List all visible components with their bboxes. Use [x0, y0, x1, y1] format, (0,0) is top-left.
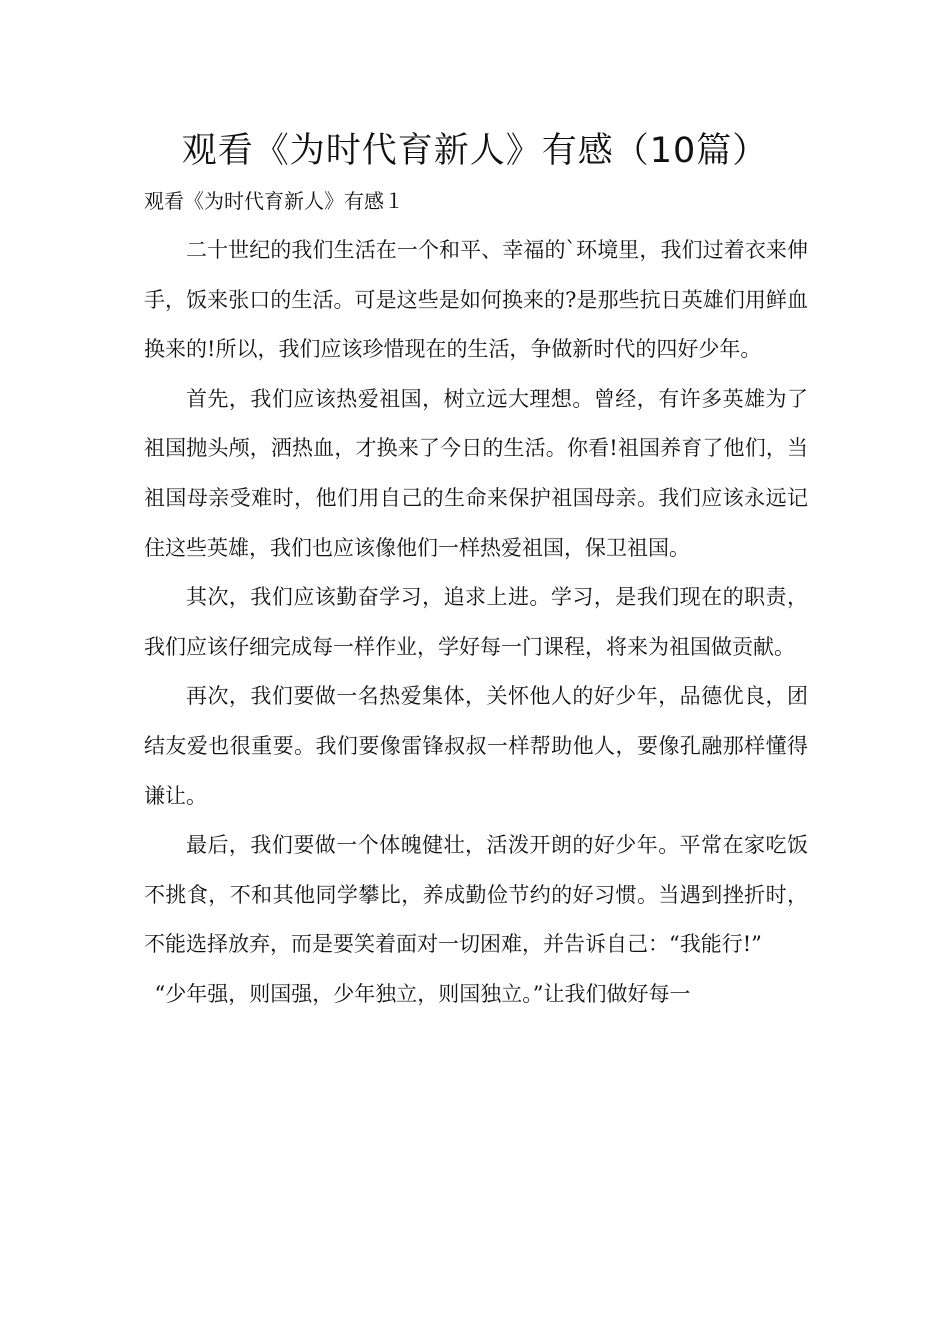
paragraph: 首先，我们应该热爱祖国，树立远大理想。曾经，有许多英雄为了祖国抛头颅，洒热血，才换来了今日的生活。你看!祖国养育了他们，当祖国母亲受难时，他们用自己的生命来保护祖国母亲。我们应该永远记住这些英雄，我们也应该像他们一样热爱祖国，保卫祖国。 [144, 386, 808, 560]
section-heading: 观看《为时代育新人》有感１ [144, 189, 404, 213]
paragraph: 二十世纪的我们生活在一个和平、幸福的`环境里，我们过着衣来伸手，饭来张口的生活。可是这些是如何换来的?是那些抗日英雄们用鲜血换来的!所以，我们应该珍惜现在的生活，争做新时代的四好少年。 [144, 238, 808, 362]
paragraph: “少年强，则国强，少年独立，则国独立。”让我们做好每一 [154, 981, 691, 1006]
document-body [144, 226, 808, 1020]
document-title: 观看《为时代育新人》有感（10篇） [181, 131, 769, 171]
paragraph: 最后，我们要做一个体魄健壮，活泼开朗的好少年。平常在家吃饭不挑食，不和其他同学攀比，养成勤俭节约的好习惯。当遇到挫折时，不能选择放弃，而是要笑着面对一切困难，并告诉自己：“我能行!” [144, 833, 808, 957]
paragraph: 再次，我们要做一名热爱集体，关怀他人的好少年，品德优良，团结友爱也很重要。我们要像雷锋叔叔一样帮助他人，要像孔融那样懂得谦让。 [144, 684, 808, 808]
paragraph: 其次，我们应该勤奋学习，追求上进。学习，是我们现在的职责，我们应该仔细完成每一样作业，学好每一门课程，将来为祖国做贡献。 [144, 585, 808, 659]
